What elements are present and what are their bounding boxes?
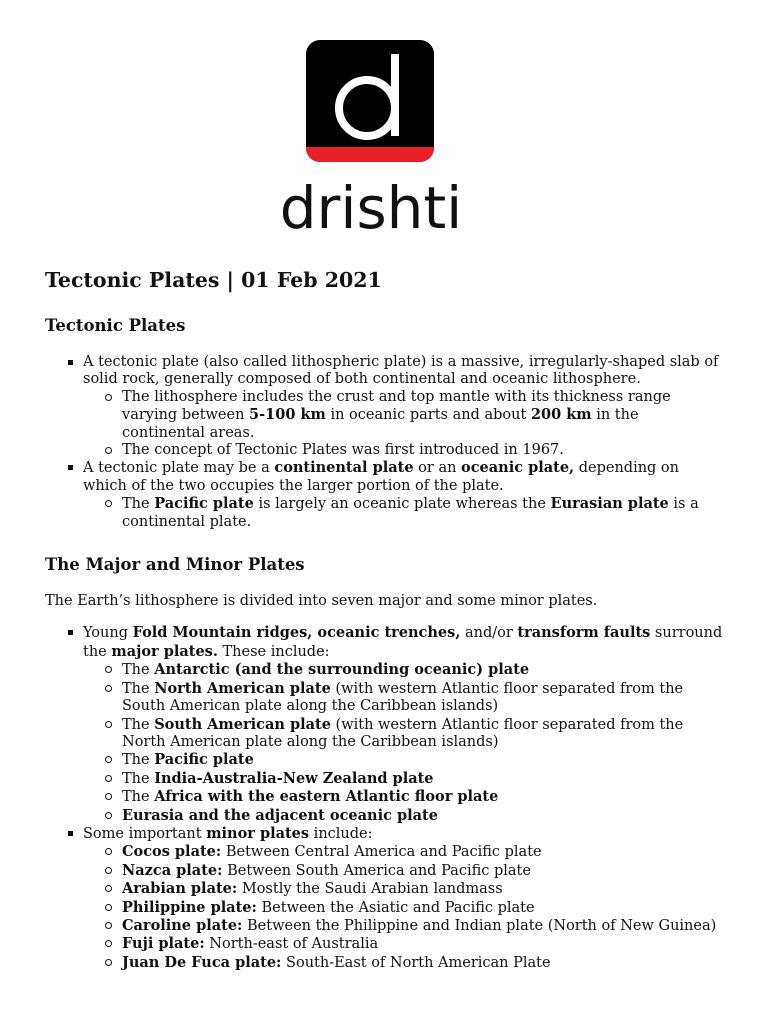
sub-list-item: The Pacific plate is largely an oceanic plate whereas the Eurasian plate is a continental plate.	[83, 495, 725, 531]
section-major-minor-plates	[45, 553, 725, 972]
section-tectonic-plates	[45, 314, 725, 531]
section-heading: Tectonic Plates	[45, 316, 186, 335]
minor-plate-item: Fuji plate: North-east of Australia	[83, 935, 725, 953]
major-plates-list	[83, 661, 725, 825]
sub-list-item: The concept of Tectonic Plates was first introduced in 1967.	[83, 442, 725, 459]
article-content	[45, 266, 725, 972]
major-plate-item: The North American plate (with western Atlantic floor separated from the South American plate along the Caribbean islands)	[83, 680, 725, 716]
minor-plates-list	[83, 843, 725, 972]
minor-plate-item: Nazca plate: Between South America and Pacific plate	[83, 862, 725, 880]
bullet-list	[45, 624, 725, 972]
major-plate-item: The India-Australia-New Zealand plate	[83, 770, 725, 788]
minor-plate-item: Cocos plate: Between Central America and Pacific plate	[83, 843, 725, 861]
minor-plate-item: Caroline plate: Between the Philippine and Indian plate (North of New Guinea)	[83, 917, 725, 935]
major-plate-item: The South American plate (with western Atlantic floor separated from the North American plate along the Caribbean islands)	[83, 716, 725, 752]
major-plate-item: Eurasia and the adjacent oceanic plate	[83, 807, 725, 825]
major-plate-item: The Pacific plate	[83, 751, 725, 769]
minor-plate-item: Juan De Fuca plate: South-East of North American Plate	[83, 954, 725, 972]
list-item: Young Fold Mountain ridges, oceanic trenches, and/or transform faults surround the major plates. These include: The Antarctic (and the surrounding oceanic) plate The North American plate (with western Atlantic floor separated from the South American plate along the Caribbean islands) The South American plate (with western Atlantic floor separated from the North American plate along the Caribbean islands) The Pacific plate The India-Australia-New Zealand plate The Africa with the eastern Atlantic floor plate Eurasia and the adjacent oceanic plate	[45, 624, 725, 824]
minor-plate-item: Arabian plate: Mostly the Saudi Arabian landmass	[83, 880, 725, 898]
sub-list	[83, 495, 725, 531]
list-item: Some important minor plates include: Cocos plate: Between Central America and Pacific plate Nazca plate: Between South America and Pacific plate Arabian plate: Mostly the Saudi Arabian landmass Philippine plate: Between the Asiatic and Pacific plate Caroline plate: Between the Philippine and Indian plate (North of New Guinea) Fuji plate: North-east of Australia Juan De Fuca plate: South-East of North American Plate	[45, 825, 725, 972]
section-heading: The Major and Minor Plates	[45, 555, 305, 575]
drishti-logo-image	[269, 40, 499, 240]
list-item: A tectonic plate may be a continental plate or an oceanic plate, depending on which of the two occupies the larger portion of the plate. The Pacific plate is largely an oceanic plate whereas the Eurasian plate is a continental plate.	[45, 459, 725, 531]
drishti-logo	[0, 40, 768, 240]
minor-plate-item: Philippine plate: Between the Asiatic and Pacific plate	[83, 899, 725, 917]
sub-list-item: The lithosphere includes the crust and top mantle with its thickness range varying between 5-100 km in oceanic parts and about 200 km in the continental areas.	[83, 389, 725, 442]
page-title: Tectonic Plates | 01 Feb 2021	[45, 268, 382, 292]
bullet-list	[45, 354, 725, 531]
list-item: A tectonic plate (also called lithospheric plate) is a massive, irregularly-shaped slab of solid rock, generally composed of both continental and oceanic lithosphere. The lithosphere includes the crust and top mantle with its thickness range varying between 5-100 km in oceanic parts and about 200 km in the continental areas. The concept of Tectonic Plates was first introduced in 1967.	[45, 354, 725, 459]
major-plate-item: The Antarctic (and the surrounding oceanic) plate	[83, 661, 725, 679]
logo-wordmark: drishti	[279, 174, 463, 240]
major-plate-item: The Africa with the eastern Atlantic floor plate	[83, 788, 725, 806]
sub-list	[83, 389, 725, 460]
section-intro: The Earth’s lithosphere is divided into seven major and some minor plates.	[45, 593, 598, 610]
